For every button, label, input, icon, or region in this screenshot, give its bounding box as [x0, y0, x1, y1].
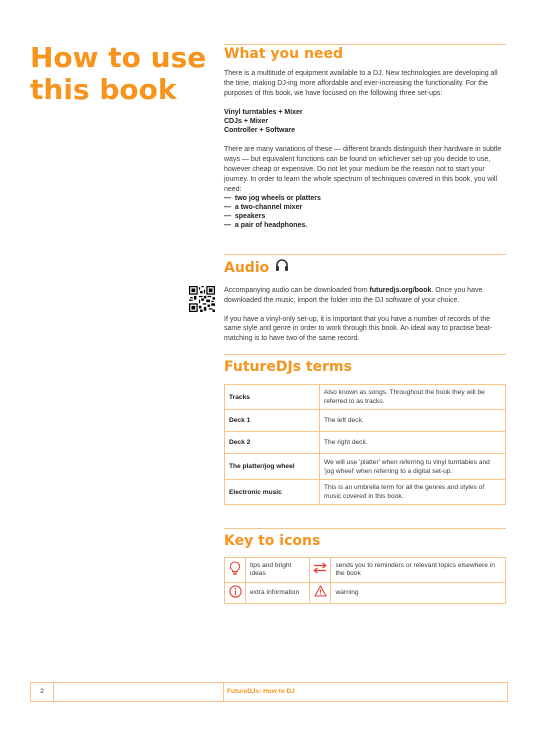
term-cell: Electronic music — [225, 480, 320, 505]
key-label: warning — [331, 583, 506, 604]
audio-section — [224, 258, 506, 344]
table-row — [225, 385, 506, 410]
definition-cell: We will use 'platter' when referring to vinyl turntables and 'jog wheel' when referring to a digital set-up. — [320, 454, 506, 480]
table-row — [225, 480, 506, 505]
audio-download-link[interactable]: futuredjs.org/book — [369, 287, 432, 294]
audio-heading: Audio — [224, 259, 270, 276]
needs-item: — speakers — [224, 212, 506, 221]
key-label: tips and bright ideas — [246, 558, 310, 583]
setup-item: Controller + Software — [224, 127, 295, 135]
term-cell: Deck 2 — [225, 432, 320, 454]
page-number: 2 — [31, 683, 54, 701]
swap-arrows-icon — [310, 558, 331, 583]
section-rule — [224, 528, 506, 529]
definition-cell: This is an umbrella term for all the genres and styles of music covered in this book. — [320, 480, 506, 505]
term-cell: Tracks — [225, 385, 320, 410]
warning-icon — [310, 583, 331, 604]
info-icon — [225, 583, 246, 604]
table-row — [225, 410, 506, 432]
qr-code-icon — [189, 286, 215, 312]
table-row — [225, 432, 506, 454]
footer — [30, 682, 508, 702]
key-label: sends you to reminders or relevant topics elsewhere in the book — [331, 558, 506, 583]
needs-list — [224, 194, 506, 230]
term-cell: The platter/jog wheel — [225, 454, 320, 480]
key-table — [224, 557, 506, 604]
audio-download-text: Accompanying audio can be downloaded from futuredjs.org/book. Once you have downloaded the music, import the folder into the DJ software of your choice. — [224, 287, 483, 304]
setup-item: Vinyl turntables + Mixer — [224, 109, 303, 117]
setup-list — [224, 108, 506, 135]
table-row — [225, 454, 506, 480]
needs-item: — a two-channel mixer — [224, 203, 506, 212]
page-title: How to use this book — [30, 41, 207, 106]
table-row — [225, 583, 506, 604]
what-you-need-section — [224, 46, 506, 230]
needs-item: — a pair of headphones. — [224, 221, 506, 230]
terms-heading: FutureDJs terms — [224, 359, 352, 375]
audio-vinyl-text: If you have a vinyl-only set-up, it is important that you have a number of records of the same style and genre in order to work through this book. An ideal way to practise beat-matching is to have two of the same record. — [224, 315, 493, 343]
section-rule — [224, 254, 506, 255]
what-you-need-heading: What you need — [224, 46, 343, 62]
terms-table — [224, 384, 506, 505]
key-heading: Key to icons — [224, 533, 321, 549]
lightbulb-icon — [225, 558, 246, 583]
definition-cell: Also known as songs. Throughout the book they will be referred to as tracks. — [320, 385, 506, 410]
table-row — [225, 558, 506, 583]
setup-item: CDJs + Mixer — [224, 118, 269, 126]
definition-cell: The left deck. — [320, 410, 506, 432]
needs-item: — two jog wheels or platters — [224, 194, 506, 203]
section-rule — [224, 354, 506, 355]
section-rule — [224, 44, 506, 45]
headphones-icon — [275, 258, 289, 277]
book-title: FutureDJs: How to DJ — [227, 688, 295, 695]
definition-cell: The right deck. — [320, 432, 506, 454]
key-label: extra information — [246, 583, 310, 604]
footer-spacer — [53, 683, 224, 701]
term-cell: Deck 1 — [225, 410, 320, 432]
what-you-need-intro: There is a multitude of equipment available to a DJ. New technologies are developing all the time, making DJ-ing more affordable and ever-increasing the functionality. For the purposes of this book, we have focused on the following three set-ups: — [224, 70, 498, 97]
what-you-need-body: There are many variations of these — different brands distinguish their hardware in subtle ways — but equivalent functions can be found on whichever set-up you decide to use, however cheap or expensive. Do not let your medium be the reason not to start your journey. In order to learn the whole spectrum of techniques covered in this book, you will need: — [224, 146, 502, 193]
